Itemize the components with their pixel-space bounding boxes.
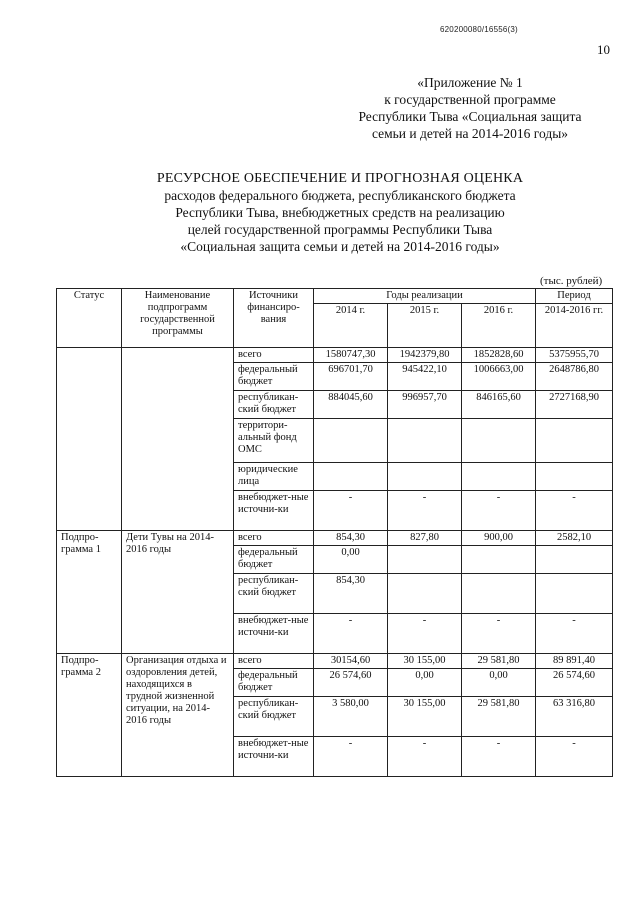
period-total-cell: 2582,10 xyxy=(536,531,613,546)
header-years-group: Годы реализации xyxy=(314,289,536,304)
year-value-cell xyxy=(462,546,536,574)
year-value-cell: - xyxy=(314,491,388,531)
period-total-cell: 5375955,70 xyxy=(536,348,613,363)
period-total-cell: 2727168,90 xyxy=(536,391,613,419)
year-value-cell: - xyxy=(388,737,462,777)
table-row xyxy=(57,348,613,363)
status-cell xyxy=(57,348,122,531)
period-total-cell: 2648786,80 xyxy=(536,363,613,391)
year-value-cell: 1580747,30 xyxy=(314,348,388,363)
period-total-cell: - xyxy=(536,614,613,654)
source-cell: внебюджет-ные источни-ки xyxy=(234,491,314,531)
year-value-cell: 900,00 xyxy=(462,531,536,546)
year-value-cell: 0,00 xyxy=(388,669,462,697)
year-value-cell xyxy=(462,419,536,463)
title-line: расходов федерального бюджета, республиканского бюджета xyxy=(164,188,516,203)
year-value-cell: 884045,60 xyxy=(314,391,388,419)
source-cell: внебюджет-ные источни-ки xyxy=(234,737,314,777)
period-total-cell xyxy=(536,546,613,574)
year-value-cell: 29 581,80 xyxy=(462,697,536,737)
header-sources: Источники финансиро-вания xyxy=(234,289,314,348)
year-value-cell: - xyxy=(462,737,536,777)
year-value-cell: - xyxy=(388,491,462,531)
source-cell: федеральный бюджет xyxy=(234,546,314,574)
subprogram-name-cell xyxy=(122,348,234,531)
period-total-cell: - xyxy=(536,737,613,777)
period-total-cell xyxy=(536,574,613,614)
table-row xyxy=(57,531,613,546)
year-value-cell: 1006663,00 xyxy=(462,363,536,391)
appendix-line: к государственной программе xyxy=(384,92,556,107)
title-line: целей государственной программы Республики Тыва xyxy=(187,222,493,237)
year-value-cell: 1942379,80 xyxy=(388,348,462,363)
document-code: 620200080/16556(3) xyxy=(440,25,518,34)
period-total-cell: 89 891,40 xyxy=(536,654,613,669)
year-value-cell xyxy=(388,463,462,491)
header-2016: 2016 г. xyxy=(462,304,536,348)
year-value-cell: 846165,60 xyxy=(462,391,536,419)
period-total-cell: 63 316,80 xyxy=(536,697,613,737)
source-cell: республикан-ский бюджет xyxy=(234,391,314,419)
year-value-cell: 1852828,60 xyxy=(462,348,536,363)
source-cell: всего xyxy=(234,531,314,546)
year-value-cell: - xyxy=(462,614,536,654)
subprogram-name-cell: Организация отдыха и оздоровления детей, находящихся в трудной жизненной ситуации, на 2014-2016 годы xyxy=(122,654,234,777)
status-cell: Подпро-грамма 1 xyxy=(57,531,122,654)
header-2015: 2015 г. xyxy=(388,304,462,348)
source-cell: республикан-ский бюджет xyxy=(234,697,314,737)
source-cell: юридические лица xyxy=(234,463,314,491)
year-value-cell: 29 581,80 xyxy=(462,654,536,669)
appendix-line: Республики Тыва «Социальная защита xyxy=(358,109,582,124)
period-total-cell: - xyxy=(536,491,613,531)
title-heading: РЕСУРСНОЕ ОБЕСПЕЧЕНИЕ И ПРОГНОЗНАЯ ОЦЕНКА xyxy=(156,171,524,186)
resource-table xyxy=(56,288,613,777)
header-2014: 2014 г. xyxy=(314,304,388,348)
year-value-cell: 0,00 xyxy=(314,546,388,574)
title-line: Республики Тыва, внебюджетных средств на реализацию xyxy=(175,205,505,220)
year-value-cell: 3 580,00 xyxy=(314,697,388,737)
year-value-cell: 827,80 xyxy=(388,531,462,546)
year-value-cell: - xyxy=(388,614,462,654)
year-value-cell: 996957,70 xyxy=(388,391,462,419)
source-cell: федеральный бюджет xyxy=(234,669,314,697)
appendix-line: семьи и детей на 2014-2016 годы» xyxy=(371,126,569,141)
appendix-header xyxy=(320,74,620,142)
period-total-cell xyxy=(536,463,613,491)
year-value-cell: 30 155,00 xyxy=(388,697,462,737)
year-value-cell: 854,30 xyxy=(314,574,388,614)
page-number: 10 xyxy=(597,42,610,57)
year-value-cell xyxy=(314,463,388,491)
document-title xyxy=(120,170,560,255)
source-cell: территори-альный фонд ОМС xyxy=(234,419,314,463)
period-total-cell xyxy=(536,419,613,463)
year-value-cell xyxy=(388,419,462,463)
period-total-cell: 26 574,60 xyxy=(536,669,613,697)
source-cell: федеральный бюджет xyxy=(234,363,314,391)
year-value-cell xyxy=(314,419,388,463)
year-value-cell: 696701,70 xyxy=(314,363,388,391)
year-value-cell: 945422,10 xyxy=(388,363,462,391)
year-value-cell: 26 574,60 xyxy=(314,669,388,697)
units-note: (тыс. рублей) xyxy=(540,275,603,287)
header-period: 2014-2016 гг. xyxy=(536,304,613,348)
table-row xyxy=(57,654,613,669)
year-value-cell: 30154,60 xyxy=(314,654,388,669)
year-value-cell: - xyxy=(314,737,388,777)
header-period-group: Период xyxy=(536,289,613,304)
appendix-line: «Приложение № 1 xyxy=(417,75,523,90)
year-value-cell: 30 155,00 xyxy=(388,654,462,669)
header-subprogram-name: Наименование подпрограмм государственной программы xyxy=(122,289,234,348)
status-cell: Подпро-грамма 2 xyxy=(57,654,122,777)
title-line: «Социальная защита семьи и детей на 2014-2016 годы» xyxy=(180,239,500,254)
year-value-cell: 0,00 xyxy=(462,669,536,697)
source-cell: республикан-ский бюджет xyxy=(234,574,314,614)
source-cell: всего xyxy=(234,654,314,669)
year-value-cell: 854,30 xyxy=(314,531,388,546)
year-value-cell xyxy=(462,463,536,491)
subprogram-name-cell: Дети Тувы на 2014-2016 годы xyxy=(122,531,234,654)
header-status: Статус xyxy=(57,289,122,348)
source-cell: внебюджет-ные источни-ки xyxy=(234,614,314,654)
year-value-cell xyxy=(462,574,536,614)
source-cell: всего xyxy=(234,348,314,363)
year-value-cell: - xyxy=(314,614,388,654)
year-value-cell: - xyxy=(462,491,536,531)
year-value-cell xyxy=(388,546,462,574)
year-value-cell xyxy=(388,574,462,614)
